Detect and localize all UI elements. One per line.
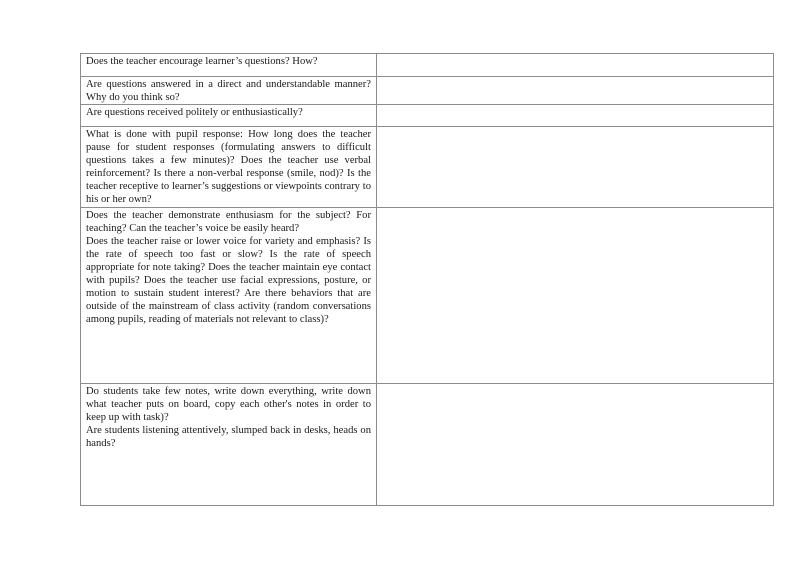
question-text: What is done with pupil response: How long does the teacher pause for student responses (formulating answers to difficult questions takes a few minutes)? Does the teacher use verbal reinforcement? Is there a non-verbal response (smile, nod)? Is the teacher receptive to learner’s suggestions or viewpoints contrary to his or her own? — [86, 129, 371, 205]
question-cell — [81, 54, 377, 77]
question-text: Are questions received politely or enthusiastically? — [86, 107, 303, 118]
table-row — [81, 105, 774, 127]
question-text: Do students take few notes, write down everything, write down what teacher puts on board, copy each other's notes in order to keep up with task)? — [86, 386, 371, 423]
answer-cell[interactable] — [377, 77, 774, 105]
answer-cell[interactable] — [377, 54, 774, 77]
question-cell — [81, 77, 377, 105]
question-text: Are questions answered in a direct and understandable manner? Why do you think so? — [86, 79, 371, 103]
answer-cell[interactable] — [377, 105, 774, 127]
answer-cell[interactable] — [377, 127, 774, 208]
question-text: Does the teacher demonstrate enthusiasm for the subject? For teaching? Can the teacher’s voice be easily heard? — [86, 210, 371, 234]
table-row — [81, 127, 774, 208]
question-cell — [81, 127, 377, 208]
question-text: Does the teacher encourage learner’s questions? How? — [86, 56, 318, 67]
table-row — [81, 77, 774, 105]
answer-cell[interactable] — [377, 384, 774, 506]
answer-cell[interactable] — [377, 208, 774, 384]
table-row — [81, 54, 774, 77]
observation-table — [80, 53, 774, 506]
question-text: Are students listening attentively, slumped back in desks, heads on hands? — [86, 425, 371, 449]
question-cell — [81, 208, 377, 384]
question-text: Does the teacher raise or lower voice for variety and emphasis? Is the rate of speech too fast or slow? Is the rate of speech appropriate for note taking? Does the teacher maintain eye contact with pupils? Does the teacher use facial expressions, posture, or motion to sustain student interest? Are there behaviors that are outside of the mainstream of class activity (random conversations among pupils, reading of materials not relevant to class)? — [86, 236, 371, 325]
question-cell — [81, 105, 377, 127]
table-row — [81, 208, 774, 384]
question-cell — [81, 384, 377, 506]
table-row — [81, 384, 774, 506]
